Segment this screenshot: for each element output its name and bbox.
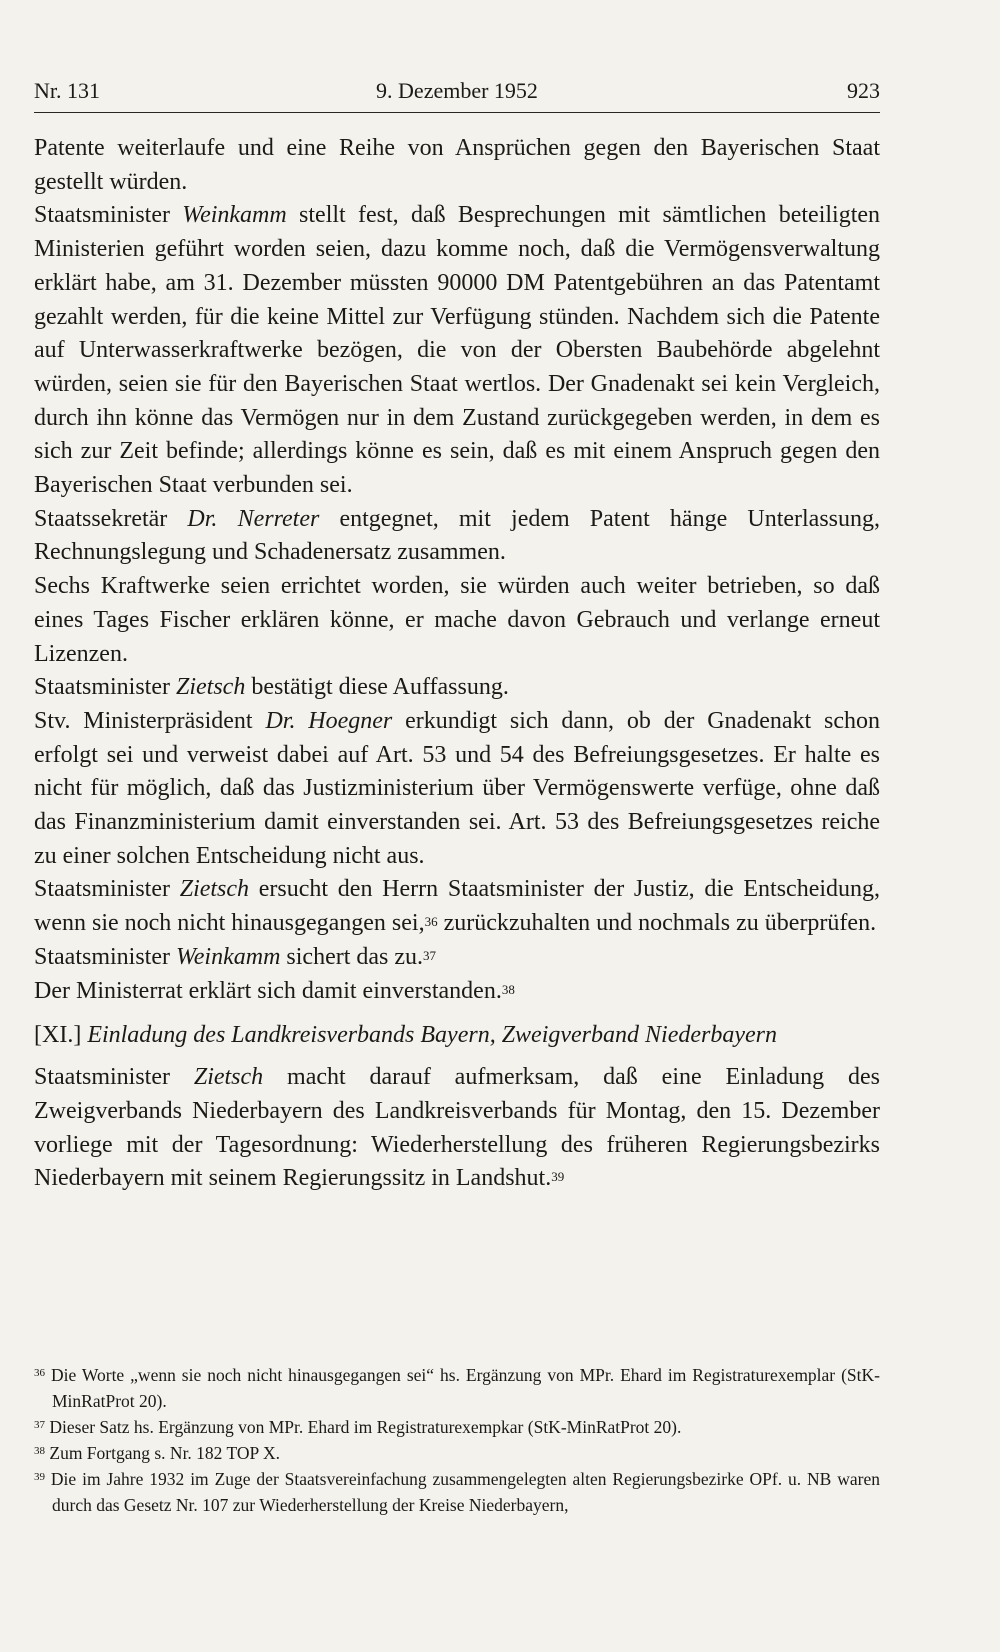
speaker-name: Dr. Hoegner (265, 707, 393, 734)
section-title: Einladung des Landkreisverbands Bayern, Zweigverband Niederbayern (87, 1022, 777, 1049)
speaker-name: Zietsch (179, 876, 250, 903)
paragraph (34, 975, 880, 1009)
footnote-number: 36 (34, 1367, 45, 1379)
page-number: 923 (847, 78, 880, 103)
running-header (34, 72, 880, 113)
text-run: macht darauf aufmerksam, daß eine Einladung des Zweigverbands Niederbayern des Landkreisverbands für Montag, den 15. Dezember vorliege mit der Tagesordnung: Wiederherstellung des früheren Regierungsbezirks Niederbayern mit seinem Regierungssitz in Landshut. (34, 1064, 880, 1192)
paragraph (34, 671, 880, 705)
text-run: erkundigt sich dann, ob der Gnadenakt schon erfolgt sei und verweist dabei auf Art. 53 und 54 des Befreiungsgesetzes. Er halte es nicht für möglich, daß das Justizministerium über Vermögenswerte verfüge, ohne daß das Finanzministerium damit einverstanden sei. Art. 53 des Befreiungsgesetzes reiche zu einer solchen Entscheidung nicht aus. (34, 707, 880, 869)
text-run: stellt fest, daß Besprechungen mit sämtlichen beteiligten Ministerien geführt worden seien, dazu komme noch, daß die Vermögensverwaltung erklärt habe, am 31. Dezember müssten 90000 DM Patentgebühren an das Patentamt gezahlt werden, für die keine Mittel zur Verfügung stünden. Nachdem sich die Patente auf Unterwasserkraftwerke bezögen, die von der Obersten Baubehörde abgelehnt würden, seien sie für den Bayerischen Staat wertlos. Der Gnadenakt sei kein Vergleich, durch ihn könne das Vermögen nur in dem Zustand zurückgegeben werden, in dem es sich zur Zeit befinde; allerdings könne es sein, daß es mit einem Anspruch gegen den Bayerischen Staat verbunden sei. (34, 202, 881, 499)
footnote (34, 1414, 880, 1440)
speaker-name: Zietsch (193, 1064, 264, 1091)
paragraph (34, 873, 880, 940)
paragraph (34, 503, 880, 570)
footnote (34, 1440, 880, 1466)
text-run: Staatsminister (34, 943, 176, 970)
text-run: Staatsminister (34, 876, 180, 903)
speaker-name: Dr. Nerreter (187, 505, 320, 532)
paragraph (34, 941, 880, 975)
text-run: sichert das zu. (280, 943, 424, 970)
footnote-ref: 37 (423, 947, 437, 963)
speaker-name: Weinkamm (182, 202, 287, 229)
footnote (34, 1362, 880, 1414)
footnote-text: Die im Jahre 1932 im Zuge der Staatsvereinfachung zusammengelegten alten Regierungsbezirke OPf. u. NB waren durch das Gesetz Nr. 107 zur Wiederherstellung der Kreise Niederbayern, (45, 1469, 880, 1515)
text-run: entgegnet, mit jedem Patent hänge Unterlassung, Rechnungslegung und Schadenersatz zusammen. (34, 505, 880, 566)
footnote (34, 1466, 880, 1518)
document-number: Nr. 131 (34, 78, 100, 103)
paragraph (34, 132, 880, 199)
section-number: [XI.] (34, 1022, 82, 1049)
footnote-ref: 39 (551, 1169, 565, 1185)
footnote-text: Die Worte „wenn sie noch nicht hinausgegangen sei“ hs. Ergänzung von MPr. Ehard im Registraturexemplar (StK-MinRatProt 20). (45, 1365, 880, 1411)
text-run: Staatsminister (34, 202, 183, 229)
text-run: Der Ministerrat erklärt sich damit einverstanden. (34, 977, 502, 1004)
text-run: bestätigt diese Auffassung. (245, 674, 509, 701)
footnote-ref: 38 (501, 981, 515, 997)
text-run: Staatsminister (34, 1064, 194, 1091)
text-run: Staatssekretär (34, 505, 188, 532)
paragraph (34, 199, 880, 502)
section-heading (34, 1020, 880, 1051)
paragraph (34, 570, 880, 671)
footnotes (34, 1362, 880, 1518)
footnote-number: 39 (34, 1471, 45, 1483)
footnote-number: 38 (34, 1445, 45, 1457)
text-run: ersucht den Herrn Staatsminister der Justiz, die Entscheidung, wenn sie noch nicht hinausgegangen sei, (34, 876, 881, 937)
text-run: Sechs Kraftwerke seien errichtet worden, sie würden auch weiter betrieben, so daß eines Tages Fischer erklären könne, er mache davon Gebrauch und verlange erneut Lizenzen. (34, 573, 880, 667)
text-run: Stv. Ministerpräsident (34, 707, 266, 734)
speaker-name: Zietsch (175, 674, 246, 701)
text-run: Staatsminister (34, 674, 176, 701)
section-paragraph (34, 1061, 880, 1196)
footnote-ref: 36 (424, 914, 438, 930)
footnote-text: Dieser Satz hs. Ergänzung von MPr. Ehard im Registraturexempkar (StK-MinRatProt 20). (45, 1417, 682, 1437)
text-run: zurückzuhalten und nochmals zu überprüfen. (437, 910, 877, 937)
main-text (34, 132, 880, 1196)
speaker-name: Weinkamm (175, 943, 281, 970)
footnote-number: 37 (34, 1419, 45, 1431)
paragraph (34, 705, 880, 874)
footnote-text: Zum Fortgang s. Nr. 182 TOP X. (45, 1443, 280, 1463)
paragraph-list (34, 132, 880, 1008)
text-run: Patente weiterlaufe und eine Reihe von Ansprüchen gegen den Bayerischen Staat gestellt würden. (34, 135, 880, 195)
header-date: 9. Dezember 1952 (376, 78, 538, 103)
